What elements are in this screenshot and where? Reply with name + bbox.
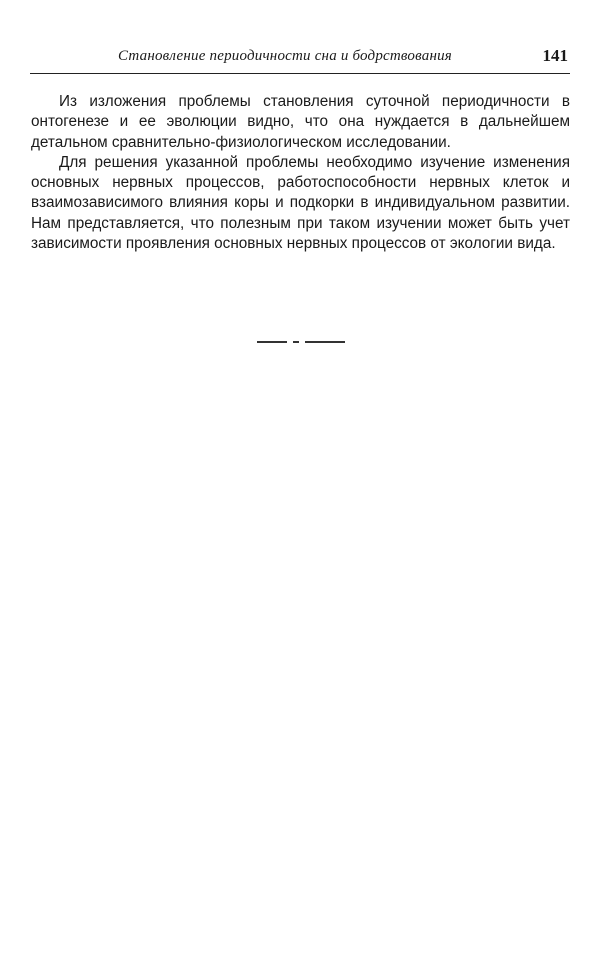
body-text (31, 92, 570, 254)
ornament-dash (257, 341, 287, 343)
running-title: Становление периодичности сна и бодрствования (118, 48, 452, 64)
page-number: 141 (542, 46, 568, 65)
paragraph-1: Из изложения проблемы становления суточной периодичности в онтогенезе и ее эволюции видно, что она нуждается в дальнейшем детальном сравнительно-физиологическом исследовании. (31, 93, 570, 151)
running-head (30, 46, 570, 70)
paragraph-2: Для решения указанной проблемы необходимо изучение изменения основных нервных процессов, работоспособности нервных клеток и взаимозависимого влияния коры и подкорки в индивидуальном развитии. Нам представляется, что полезным при таком изучении может быть учет зависимости проявления основных нервных процессов от экологии вида. (31, 153, 570, 253)
ornament-dash (305, 341, 345, 343)
header-rule (30, 73, 570, 74)
end-of-section-ornament (257, 340, 345, 344)
ornament-dash (293, 341, 299, 343)
